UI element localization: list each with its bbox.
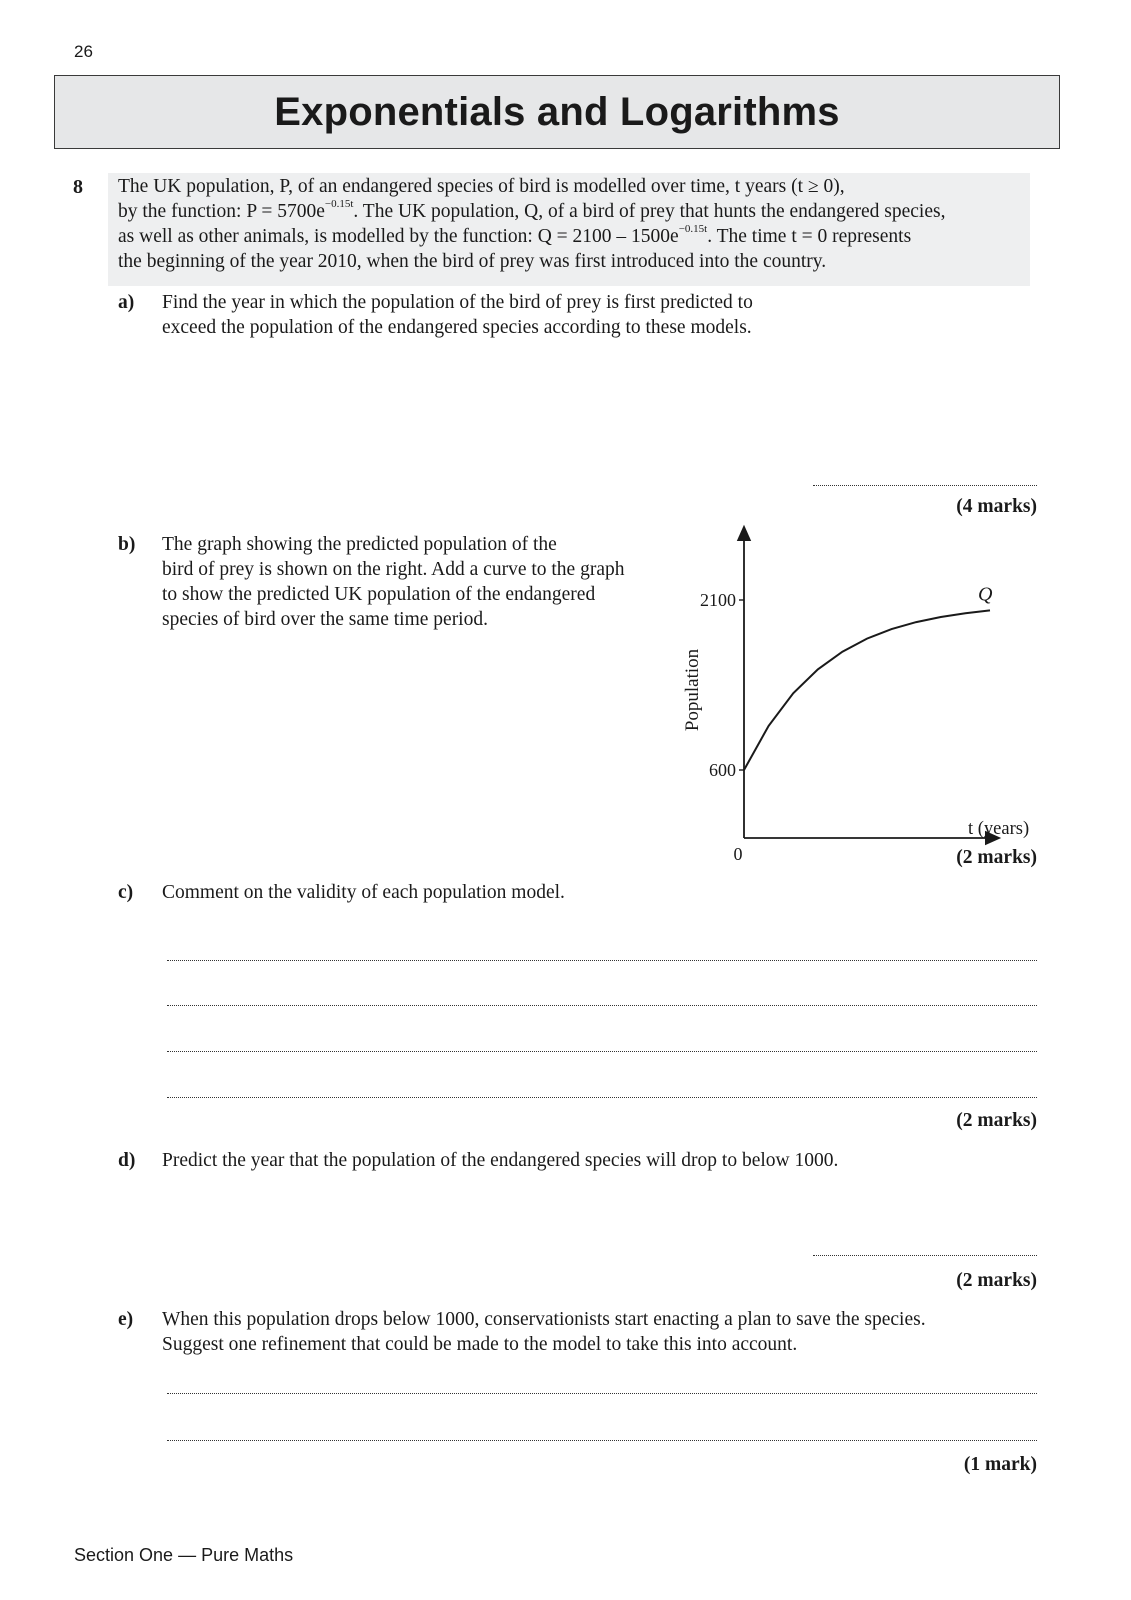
part-c-answer-line-2[interactable] <box>167 1005 1037 1006</box>
part-b-line-2: bird of prey is shown on the right. Add a curve to the graph <box>162 559 625 580</box>
part-b-line-3: to show the predicted UK population of the endangered <box>162 584 596 605</box>
part-e-answer-line-1[interactable] <box>167 1393 1037 1394</box>
part-a-label: a) <box>118 292 135 313</box>
part-d-line-1: Predict the year that the population of the endangered species will drop to below 1000. <box>162 1150 839 1171</box>
page-title: Exponentials and Logarithms <box>274 89 840 134</box>
part-e-answer-line-2[interactable] <box>167 1440 1037 1441</box>
part-e-line-1: When this population drops below 1000, conservationists start enacting a plan to save the species. <box>162 1309 926 1330</box>
part-b-marks: (2 marks) <box>956 847 1037 868</box>
part-c-label: c) <box>118 882 134 903</box>
y-tick-label-600: 600 <box>709 760 736 780</box>
page-number: 26 <box>74 42 93 61</box>
q-curve <box>744 610 990 770</box>
part-b-line-4: species of bird over the same time period. <box>162 609 488 630</box>
intro-line-2: by the function: $P = 5700e^{-0.15t}$. The UK population, Q, of a bird of prey that hunts the endangered species, <box>118 198 946 222</box>
part-b-line-1: The graph showing the predicted population of the <box>162 534 557 555</box>
part-e-label: e) <box>118 1309 134 1330</box>
title-banner <box>54 75 1060 149</box>
part-e-line-2: Suggest one refinement that could be made to the model to take this into account. <box>162 1334 798 1355</box>
part-a-line-2: exceed the population of the endangered species according to these models. <box>162 317 752 338</box>
y-axis-label: Population <box>682 648 703 732</box>
population-graph[interactable] <box>660 520 1060 860</box>
question-number: 8 <box>73 176 83 198</box>
origin-label: 0 <box>733 844 743 860</box>
part-c-answer-line-3[interactable] <box>167 1051 1037 1052</box>
section-footer: Section One — Pure Maths <box>74 1545 294 1565</box>
part-c-line-1: Comment on the validity of each population model. <box>162 882 565 903</box>
x-axis-label: t (years) <box>968 819 1030 839</box>
q-curve-label: Q <box>978 583 993 606</box>
part-c-answer-line-1[interactable] <box>167 960 1037 961</box>
part-b-label: b) <box>118 534 136 555</box>
intro-line-4: the beginning of the year 2010, when the bird of prey was first introduced into the country. <box>118 251 827 272</box>
intro-line-1: The UK population, P, of an endangered species of bird is modelled over time, t years (t ≥ 0), <box>118 176 845 197</box>
y-tick-label-2100: 2100 <box>700 590 736 610</box>
part-d-marks: (2 marks) <box>956 1270 1037 1291</box>
part-e-marks: (1 mark) <box>963 1454 1037 1475</box>
intro-line-3: as well as other animals, is modelled by the function: $Q = 2100 - 1500e^{-0.15t}$. The time t = 0 represents <box>118 223 912 247</box>
part-c-marks: (2 marks) <box>956 1110 1037 1131</box>
part-a-line-1: Find the year in which the population of the bird of prey is first predicted to <box>162 292 753 313</box>
part-d-label: d) <box>118 1150 136 1171</box>
part-d-answer-line[interactable] <box>813 1255 1037 1256</box>
part-a-answer-line[interactable] <box>813 485 1037 486</box>
part-c-answer-line-4[interactable] <box>167 1097 1037 1098</box>
part-a-marks: (4 marks) <box>956 496 1037 517</box>
